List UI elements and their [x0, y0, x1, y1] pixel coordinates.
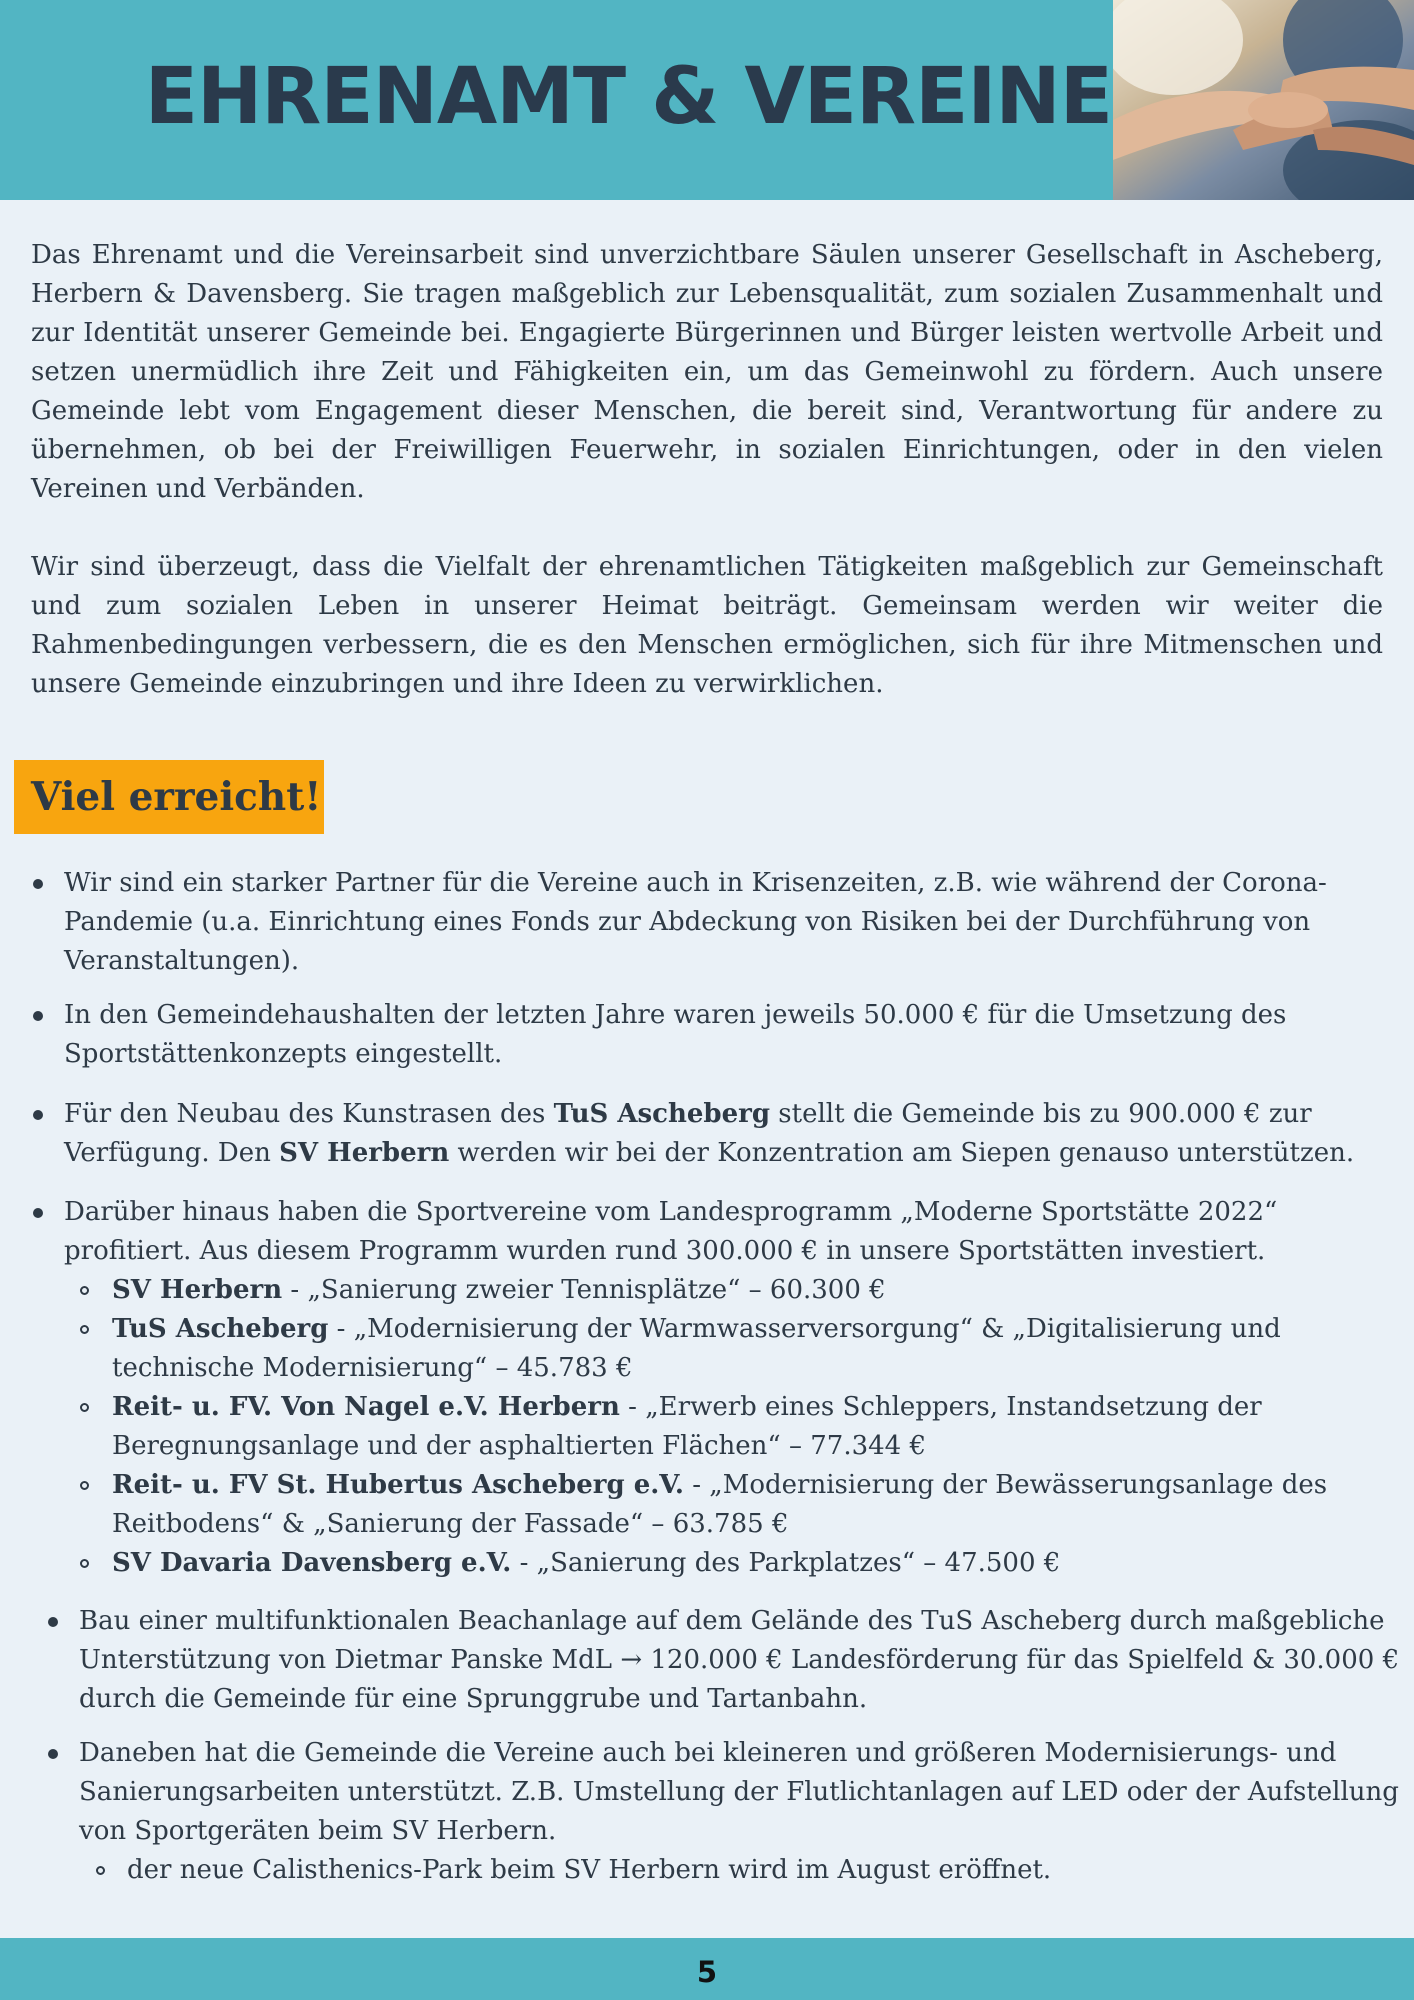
page-number: 5: [696, 1955, 718, 1989]
intro-text: [31, 236, 1383, 743]
sub-list-item: [112, 1310, 1352, 1388]
list-item: In den Gemeindehaushalten der letzten Jahre waren jeweils 50.000 € für die Umsetzung des Sportstättenkonzepts eingestellt.: [64, 1000, 1287, 1069]
club-name: TuS Ascheberg: [112, 1314, 329, 1344]
intro-paragraph: Das Ehrenamt und die Vereinsarbeit sind unverzichtbare Säulen unserer Gesellschaft in Ascheberg, Herbern & Davensberg. Sie tragen maßgeblich zur Lebensqualität, zum sozialen Zusammenhalt und zur Identität unserer Gemeinde bei. Engagierte Bürgerinnen und Bürger leisten wertvolle Arbeit und setzen unermüdlich ihre Zeit und Fähigkeiten ein, um das Gemeinwohl zu fördern. Auch unsere Gemeinde lebt vom Engagement dieser Menschen, die bereit sind, Verantwortung für andere zu übernehmen, ob bei der Freiwilligen Feuerwehr, in sozialen Einrichtungen, oder in den vielen Vereinen und Verbänden.: [31, 240, 1383, 504]
sub-bullet: [80, 1559, 89, 1568]
bullet-dot: [33, 879, 43, 889]
club-name: SV Herbern: [112, 1275, 283, 1305]
hands-stacked-photo: [1113, 0, 1414, 200]
bullet-dot: [48, 1617, 58, 1627]
page-title: EHRENAMT & VEREINE: [144, 52, 1112, 142]
sub-item-text: - „Modernisierung der Bewässerungsanlage des Reitbodens“ & „Sanierung der Fassade“ – 63.785 €: [112, 1470, 1328, 1539]
list-item-text: stellt die Gemeinde bis zu 900.000 € zur Verfügung. Den: [64, 1099, 1312, 1168]
list-item: Bau einer multifunktionalen Beachanlage auf dem Gelände des TuS Ascheberg durch maßgebliche Unterstützung von Dietmar Panske MdL → 120.000 € Landesförderung für das Spielfeld & 30.000 € durch die Gemeinde für eine Sprunggrube und Tartanbahn.: [79, 1606, 1400, 1714]
sub-bullet: [80, 1403, 89, 1412]
bullet-dot: [33, 1011, 43, 1021]
list-item-text: Für den Neubau des Kunstrasen des: [64, 1099, 554, 1129]
club-name: Reit- u. FV St. Hubertus Ascheberg e.V.: [112, 1470, 684, 1500]
sub-bullet: [80, 1481, 89, 1490]
list-item: [64, 1095, 1384, 1173]
club-name: Reit- u. FV. Von Nagel e.V. Herbern: [112, 1392, 620, 1422]
sub-list-item: [112, 1271, 1382, 1310]
list-item: Darüber hinaus haben die Sportvereine vom Landesprogramm „Moderne Sportstätte 2022“ profitiert. Aus diesem Programm wurden rund 300.000 € in unsere Sportstätten investiert.: [64, 1197, 1278, 1266]
sub-list-item: [112, 1544, 1382, 1583]
sub-item-text: - „Sanierung des Parkplatzes“ – 47.500 €: [511, 1548, 1061, 1578]
list-item: Wir sind ein starker Partner für die Vereine auch in Krisenzeiten, z.B. wie während der Corona-Pandemie (u.a. Einrichtung eines Fonds zur Abdeckung von Risiken bei der Durchführung von Veranstaltungen).: [64, 868, 1327, 976]
list-item: Daneben hat die Gemeinde die Vereine auch bei kleineren und größeren Modernisierungs- und Sanierungsarbeiten unterstützt. Z.B. Umstellung der Flutlichtanlagen auf LED oder der Aufstellung von Sportgeräten beim SV Herbern.: [79, 1738, 1399, 1846]
club-name: SV Herbern: [279, 1138, 450, 1168]
sub-list-item: [112, 1466, 1382, 1544]
bullet-dot: [33, 1208, 43, 1218]
sub-item-text: - „Sanierung zweier Tennisplätze“ – 60.300 €: [282, 1275, 886, 1305]
sub-list-item: der neue Calisthenics-Park beim SV Herbern wird im August eröffnet.: [127, 1855, 1052, 1885]
sub-list-item: [112, 1388, 1382, 1466]
sub-bullet: [80, 1325, 89, 1334]
intro-paragraph: Wir sind überzeugt, dass die Vielfalt der ehrenamtlichen Tätigkeiten maßgeblich zur Gemeinschaft und zum sozialen Leben in unserer Heimat beiträgt. Gemeinsam werden wir weiter die Rahmenbedingungen verbessern, die es den Menschen ermöglichen, sich für ihre Mitmenschen und unsere Gemeinde einzubringen und ihre Ideen zu verwirklichen.: [31, 552, 1383, 699]
club-name: TuS Ascheberg: [553, 1099, 771, 1129]
sub-item-text: - „Modernisierung der Warmwasserversorgung“ & „Digitalisierung und technische Modernisierung“ – 45.783 €: [112, 1314, 1281, 1383]
sub-bullet: [80, 1286, 89, 1295]
sub-item-text: - „Erwerb eines Schleppers, Instandsetzung der Beregnungsanlage und der asphaltierten Flächen“ – 77.344 €: [112, 1392, 1262, 1461]
bullet-dot: [48, 1749, 58, 1759]
club-name: SV Davaria Davensberg e.V.: [112, 1548, 512, 1578]
list-item-text: werden wir bei der Konzentration am Siepen genauso unterstützen.: [449, 1138, 1355, 1168]
sub-bullet: [96, 1866, 105, 1875]
bullet-dot: [33, 1110, 43, 1120]
section-heading: Viel erreicht!: [31, 774, 322, 820]
